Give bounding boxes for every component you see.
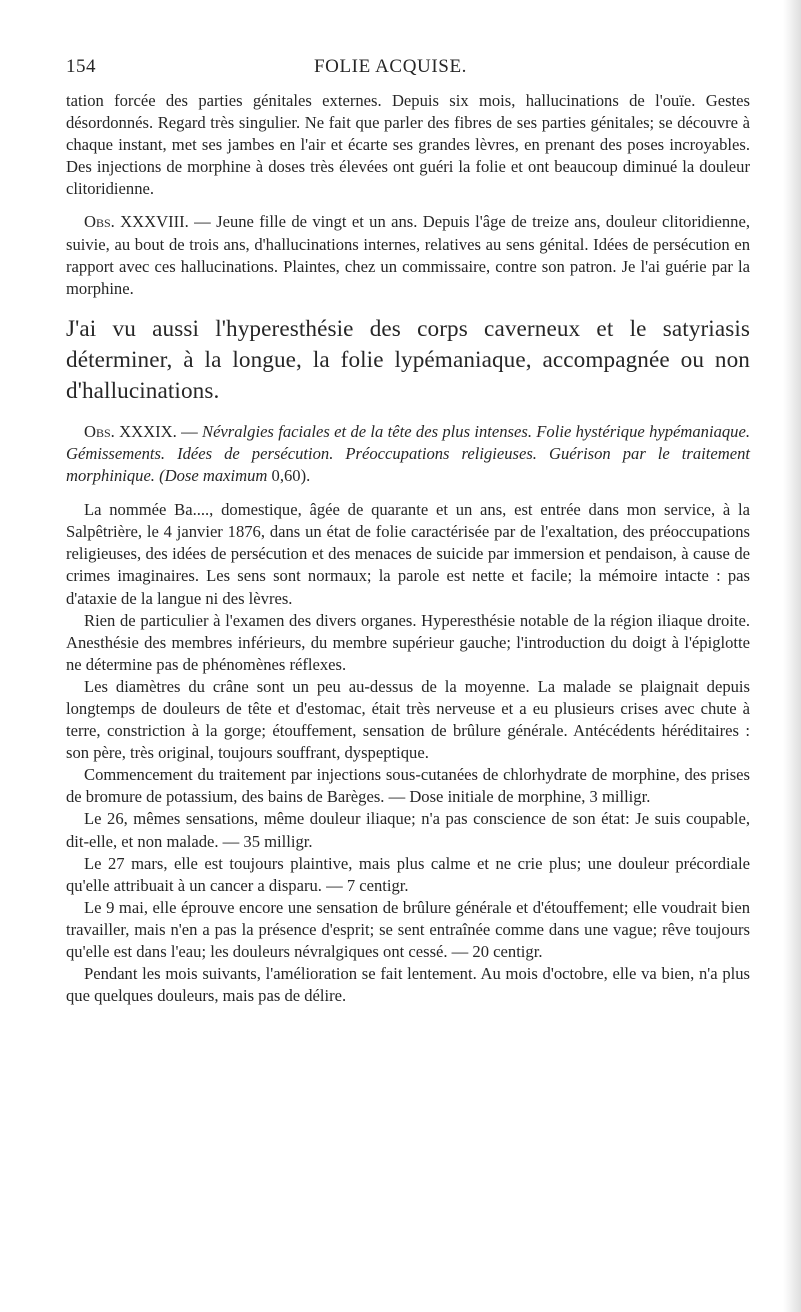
main-text-paragraph: J'ai vu aussi l'hyperesthésie des corps caverneux et le satyriasis déterminer, à la longue, la folie lypémaniaque, accompagnée ou non d'hallucinations. [66,315,750,404]
observation-dose: 0,60 [267,466,301,486]
page-edge-shadow [783,0,801,1312]
observation-38 [66,211,750,299]
page-body [66,90,750,1007]
observation-39-heading [66,421,750,487]
page-number: 154 [66,56,96,77]
case-paragraph: Rien de particulier à l'examen des divers organes. Hyperesthésie notable de la région iliaque droite. Anesthésie des membres inférieurs, du membre supérieur gauche; l'introduction du doigt à l'épiglotte ne détermine pas de phénomènes réflexes. [66,610,750,674]
case-paragraph: Les diamètres du crâne sont un peu au-dessus de la moyenne. La malade se plaignait depuis longtemps de douleurs de tête et d'estomac, était très nerveuse et a eu plusieurs crises avec chute à terre, constriction à la gorge; étouffement, sensation de brûlure générale. Antécédents héréditaires : son père, très original, toujours souffrant, dyspeptique. [66,676,750,763]
case-paragraph: Le 9 mai, elle éprouve encore une sensation de brûlure générale et d'étouffement; elle voudrait bien travailler, mais n'en a pas la présence d'esprit; se sent entraînée comme dans une vague; rêve toujours qu'elle est dans l'eau; les douleurs névralgiques ont cessé. — 20 centigr. [66,897,750,961]
observation-label: Obs. XXXVIII. [84,212,189,232]
observation-dash: — [176,421,202,441]
case-paragraph: Le 26, mêmes sensations, même douleur iliaque; n'a pas conscience de son état: Je suis coupable, dit-elle, et non malade. — 35 milligr. [66,809,750,851]
case-paragraph: Commencement du traitement par injections sous-cutanées de chlorhydrate de morphine, des prises de bromure de potassium, des bains de Barèges. — Dose initiale de morphine, 3 milligr. [66,765,750,807]
case-paragraph: Le 27 mars, elle est toujours plaintive, mais plus calme et ne crie plus; une douleur précordiale qu'elle attribuait à un cancer a disparu. — 7 centigr. [66,853,750,895]
running-title: FOLIE ACQUISE. [313,56,467,77]
observation-label: Obs. XXXIX. [84,421,177,441]
observation-title: Névralgies faciales et de la tête des plus intenses. Folie hystérique hypémaniaque. Gémissements. Idées de persécution. Préoccupations religieuses. Guérison par le traitement morphinique. (Dose maximum [66,421,750,486]
observation-text: — Jeune fille de vingt et un ans. Depuis l'âge de treize ans, douleur clitoridienne, suivie, au bout de trois ans, d'hallucinations internes, relatives au sens génital. Idées de persécution en rapport avec ces hallucinations. Plaintes, chez un commissaire, contre son patron. Je l'ai guérie par la morphine. [66,212,750,298]
page-header [66,56,715,80]
case-paragraph: Pendant les mois suivants, l'amélioration se fait lentement. Au mois d'octobre, elle va bien, n'a plus que quelques douleurs, mais pas de délire. [66,964,750,1006]
observation-close: ). [300,466,311,486]
paragraph-continuation: tation forcée des parties génitales externes. Depuis six mois, hallucinations de l'ouïe. Gestes désordonnés. Regard très singulier. Ne fait que parler des fibres de ses parties génitales; se découvre à chaque instant, met ses jambes en l'air et écarte ses grandes lèvres, en prenant des poses incroyables. Des injections de morphine à doses très élevées ont guéri la folie et ont beaucoup diminué la douleur clitoridienne. [66,91,750,199]
case-paragraph: La nommée Ba...., domestique, âgée de quarante et un ans, est entrée dans mon service, à la Salpêtrière, le 4 janvier 1876, dans un état de folie caractérisée par de l'exaltation, des préoccupations religieuses, des idées de persécution et des menaces de suicide par immersion et pendaison, à cause de crimes imaginaires. Les sens sont normaux; la parole est nette et facile; la mémoire intacte : pas d'ataxie de la langue ni des lèvres. [66,500,750,608]
